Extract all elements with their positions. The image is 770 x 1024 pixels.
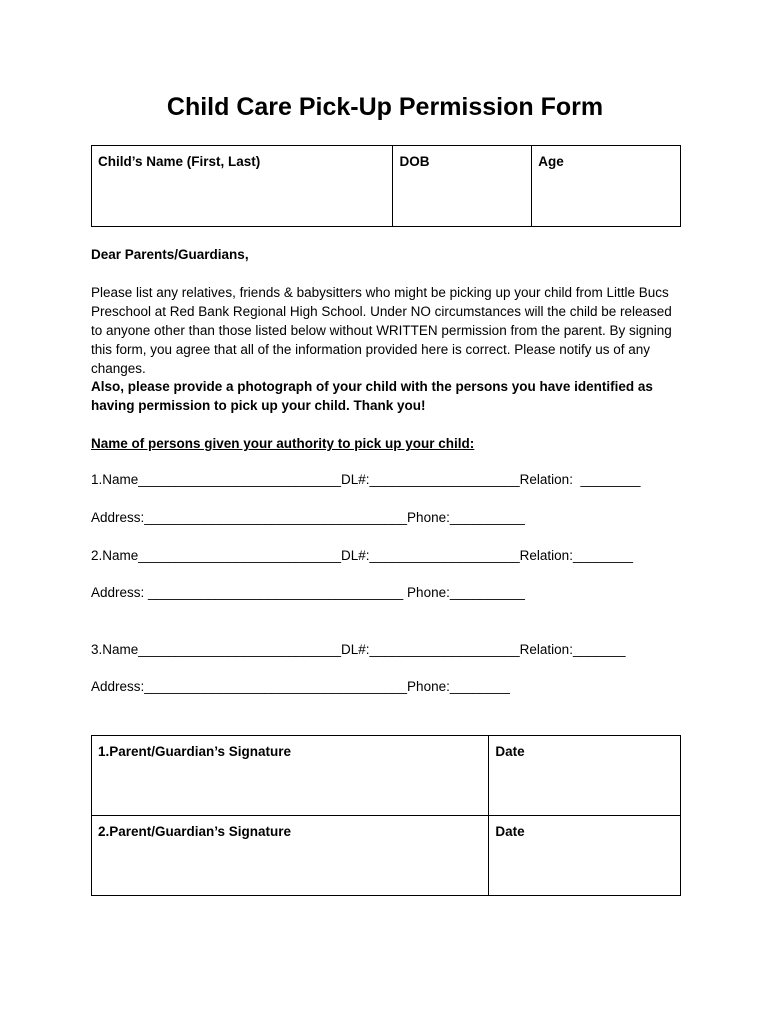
child-name-cell[interactable] — [92, 146, 393, 227]
signature-2-cell[interactable] — [92, 816, 489, 896]
child-info-table — [91, 145, 681, 227]
dob-cell[interactable] — [393, 146, 532, 227]
form-title: Child Care Pick-Up Permission Form — [166, 93, 604, 121]
age-cell[interactable] — [532, 146, 681, 227]
person-3-name-line[interactable]: 3.Name___________________________DL#:____________________Relation:_______ — [91, 642, 626, 657]
person-1-name-line[interactable]: 1.Name___________________________DL#:____________________Relation: ________ — [91, 472, 641, 487]
age-label: Age — [538, 154, 564, 169]
signature-1-cell[interactable] — [92, 736, 489, 816]
greeting: Dear Parents/Guardians, — [91, 247, 249, 262]
signature-1-label: 1.Parent/Guardian’s Signature — [98, 744, 292, 759]
signature-table — [91, 735, 681, 896]
date-2-cell[interactable] — [489, 816, 681, 896]
dob-label: DOB — [399, 154, 430, 169]
signature-2-label: 2.Parent/Guardian’s Signature — [98, 824, 292, 839]
person-3-address-line[interactable]: Address:___________________________________Phone:________ — [91, 679, 510, 694]
date-1-cell[interactable] — [489, 736, 681, 816]
date-1-label: Date — [495, 744, 525, 759]
photo-request: Also, please provide a photograph of your child with the persons you have identified as having permission to pick up your child. Thank you! — [91, 379, 653, 413]
persons-heading: Name of persons given your authority to pick up your child: — [91, 436, 475, 451]
person-2-address-line[interactable]: Address: __________________________________ Phone:__________ — [91, 585, 525, 600]
child-name-label: Child’s Name (First, Last) — [98, 154, 261, 169]
person-2-name-line[interactable]: 2.Name___________________________DL#:____________________Relation:________ — [91, 548, 634, 563]
person-1-address-line[interactable]: Address:___________________________________Phone:__________ — [91, 510, 525, 525]
intro-paragraph: Please list any relatives, friends & babysitters who might be picking up your child from Little Bucs Preschool at Red Bank Regional High School. Under NO circumstances will the child be released to anyone other than those listed below without WRITTEN permission from the parent. By signing this form, you agree that all of the information provided here is correct. Please notify us of any changes. — [91, 285, 672, 376]
date-2-label: Date — [495, 824, 525, 839]
